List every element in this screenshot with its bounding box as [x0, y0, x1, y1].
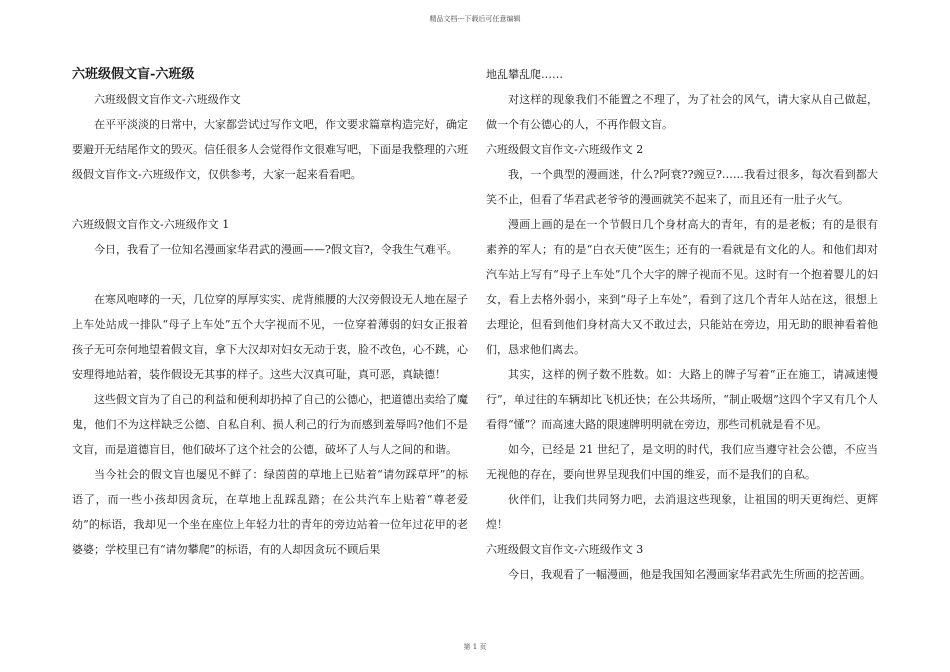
paragraph: 漫画上画的是在一个节假日几个身材高大的青年，有的是老板；有的是很有素养的军人；有的是“白衣天使”医生；还有的一看就是有文化的人。和他们却对汽车站上写有“母子上车处”几个大字的牌子视而不见。这时有一个抱着婴儿的妇女，看上去格外弱小，来到“母子上车处”，看到了这几个青年人站在这，很想上去理论，但看到他们身材高大又不敢过去，只能站在旁边，用无助的眼神看着他们，恳求他们离去。 [486, 218, 878, 356]
left-column [72, 62, 468, 562]
right-column [486, 62, 878, 587]
section-heading-1: 六班级假文盲作文-六班级作文 1 [72, 218, 230, 231]
paragraph: 今日，我观看了一幅漫画，他是我国知名漫画家华君武先生所画的挖苦画。 [508, 568, 871, 581]
paragraph: 地乱攀乱爬…… [486, 68, 563, 81]
page-footer: 第 1 页 [463, 643, 487, 651]
paragraph: 今日，我看了一位知名漫画家华君武的漫画——?假文盲?，令我生气难平。 [94, 243, 458, 256]
section-heading-3: 六班级假文盲作文-六班级作文 3 [486, 543, 644, 556]
section-heading-2: 六班级假文盲作文-六班级作文 2 [486, 143, 644, 156]
paragraph: 其实，这样的例子数不胜数。如：大路上的牌子写着“正在施工，请减速慢行”，单过往的车辆却比飞机还快；在公共场所，“制止吸烟”这四个字又有几个人看得“懂”？而高速大路的限速牌明明就在旁边，那些司机就是看不见。 [486, 368, 878, 431]
paragraph: 对这样的现象我们不能置之不理了，为了社会的风气，请大家从自己做起，做一个有公德心的人，不再作假文盲。 [486, 93, 878, 131]
document-title: 六班级假文盲-六班级 [72, 67, 195, 82]
spacer [72, 262, 468, 287]
paragraph: 当今社会的假文盲也屡见不鲜了：绿茵茵的草地上已贴着“请勿踩草坪”的标语了，而一些小孩却因贪玩，在草地上乱踩乱踏；在公共汽车上贴着“尊老爱幼”的标语，我却见一个坐在座位上年轻力壮的青年的旁边站着一位年过花甲的老婆婆；学校里已有“请勿攀爬”的标语，有的人却因贪玩不顾后果 [72, 468, 468, 556]
paragraph: 伙伴们，让我们共同努力吧，去消退这些现象，让祖国的明天更绚烂、更辉煌！ [486, 493, 878, 531]
paragraph: 在寒风咆哮的一天，几位穿的厚厚实实、虎背熊腰的大汉旁假设无人地在屋子上车处站成一排队“母子上车处”五个大字视而不见，一位穿着薄弱的妇女正报着孩子无可奈何地望着假文盲，拿下大汉却对妇女无动于衷，脸不改色，心不跳，心安理得地站着，装作假设无其事的样子。这些大汉真可耻，真可恶，真缺德！ [72, 293, 468, 381]
paragraph: 如今，已经是 21 世纪了，是文明的时代，我们应当遵守社会公德，不应当无视他的存在，要向世界呈现我们中国的维妥，而不是我们的自私。 [486, 443, 878, 481]
spacer [72, 187, 468, 212]
page-header: 精品文档---下载后可任意编辑 [429, 15, 521, 23]
paragraph: 我，一个典型的漫画迷，什么?阿衰??豌豆?……我看过很多，每次看到都大笑不止，但看了华君武老爷爷的漫画就笑不起来了，而且还有一肚子火气。 [486, 168, 878, 206]
paragraph: 这些假文盲为了自己的利益和便利却扔掉了自己的公德心，把道德出卖给了魔鬼，他们不为这样缺乏公德、自私自利、损人利己的行为而感到羞辱吗?他们不是文盲，而是道德盲目，他们破坏了这个社会的公德，破坏了人与人之间的和谐。 [72, 393, 468, 456]
intro-paragraph: 在平平淡淡的日常中，大家都尝试过写作文吧，作文要求篇章构造完好，确定要避开无结尾作文的毁灭。信任很多人会觉得作文很难写吧，下面是我整理的六班级假文盲作文-六班级作文，仅供参考，大家一起来看看吧。 [72, 118, 468, 181]
subtitle: 六班级假文盲作文-六班级作文 [94, 93, 241, 106]
